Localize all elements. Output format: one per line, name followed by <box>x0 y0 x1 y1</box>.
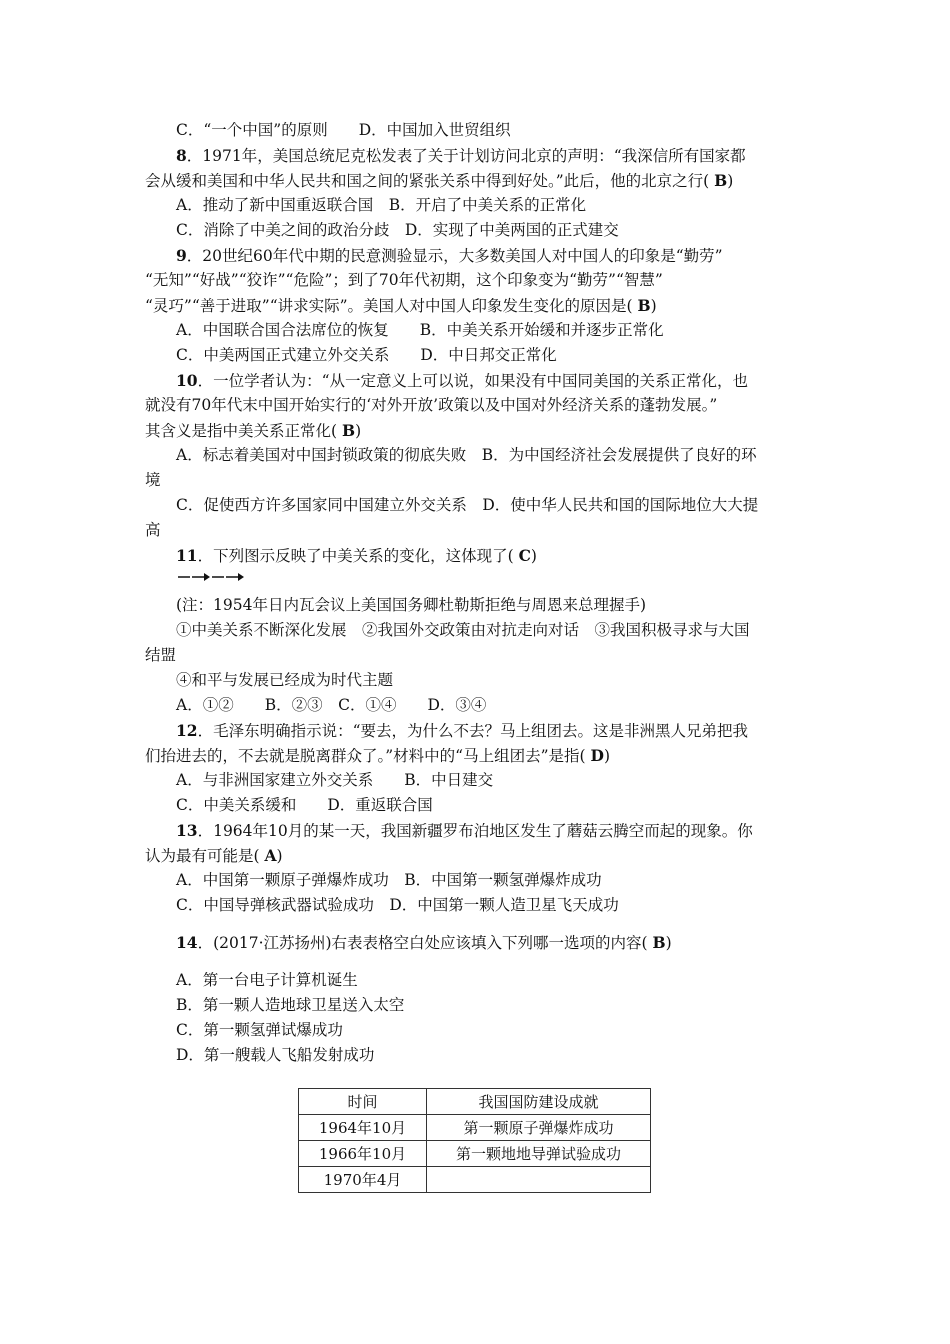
question-number: 12 <box>176 721 198 740</box>
table-cell: 1970年4月 <box>299 1167 427 1193</box>
question-number: 8 <box>176 146 187 165</box>
q11-items-line1: ①中美关系不断深化发展 ②我国外交政策由对抗走向对话 ③我国积极寻求与大国 <box>176 621 750 639</box>
q10-stem-line1: 10．一位学者认为：“从一定意义上可以说，如果没有中国同美国的关系正常化，也 <box>176 371 749 390</box>
q9-stem-line1: 9．20世纪60年代中期的民意测验显示，大多数美国人对中国人的印象是“勤劳” <box>176 246 723 265</box>
q9-options-line1: A．中国联合国合法席位的恢复 B．中美关系开始缓和并逐步正常化 <box>176 321 664 339</box>
q11-stem: 11．下列图示反映了中美关系的变化，这体现了( C) <box>176 546 537 565</box>
q11-items-line1-wrap: 结盟 <box>145 646 177 664</box>
q8-options-line2: C．消除了中美之间的政治分歧 D．实现了中美两国的正式建交 <box>176 221 619 239</box>
q9-stem-line2: “无知”“好战”“狡诈”“危险”；到了70年代初期，这个印象变为“勤劳”“智慧” <box>145 271 663 289</box>
answer-mark: D <box>590 746 604 765</box>
table-cell: 第一颗地地导弹试验成功 <box>427 1141 651 1167</box>
q10-stem-line2: 就没有70年代末中国开始实行的‘对外开放’政策以及中国对外经济关系的蓬勃发展。” <box>145 396 718 414</box>
q11-note: (注：1954年日内瓦会议上美国国务卿杜勒斯拒绝与周恩来总理握手) <box>176 596 647 614</box>
q10-stem-line3: 其含义是指中美关系正常化( B) <box>145 421 362 440</box>
answer-mark: B <box>652 933 666 952</box>
q14-stem: 14．(2017·江苏扬州)右表表格空白处应该填入下列哪一选项的内容( B) <box>176 933 672 952</box>
q8-options-line1: A．推动了新中国重返联合国 B．开启了中美关系的正常化 <box>176 196 587 214</box>
table-header-cell: 时间 <box>299 1089 427 1115</box>
q14-option-d: D．第一艘载人飞船发射成功 <box>176 1046 375 1064</box>
q7-option-d: D．中国加入世贸组织 <box>358 121 511 139</box>
table-header-row <box>299 1089 651 1115</box>
question-number: 9 <box>176 246 187 265</box>
question-number: 14 <box>176 933 198 952</box>
q12-stem-line2: 们抬进去的，不去就是脱离群众了。”材料中的“马上组团去”是指( D) <box>145 746 611 765</box>
table-row <box>299 1141 651 1167</box>
question-number: 10 <box>176 371 198 390</box>
table-cell-blank <box>427 1167 651 1193</box>
q12-options-line2: C．中美关系缓和 D．重返联合国 <box>176 796 433 814</box>
question-number: 13 <box>176 821 198 840</box>
q13-stem-line2: 认为最有可能是( A) <box>145 846 283 865</box>
q11-options: A．①② B．②③ C．①④ D．③④ <box>176 696 487 714</box>
table-row <box>299 1115 651 1141</box>
table-row <box>299 1167 651 1193</box>
q10-options-line1-wrap: 境 <box>145 471 161 489</box>
question-number: 11 <box>176 546 198 565</box>
defense-achievements-table <box>298 1088 651 1193</box>
q13-options-line1: A．中国第一颗原子弹爆炸成功 B．中国第一颗氢弹爆炸成功 <box>176 871 602 889</box>
table-cell: 1966年10月 <box>299 1141 427 1167</box>
q10-options-line2: C．促使西方许多国家同中国建立外交关系 D．使中华人民共和国的国际地位大大提 <box>176 496 759 514</box>
q8-stem-line2: 会从缓和美国和中华人民共和国之间的紧张关系中得到好处。”此后，他的北京之行( B) <box>145 171 734 190</box>
table-header-cell: 我国国防建设成就 <box>427 1089 651 1115</box>
table-cell: 1964年10月 <box>299 1115 427 1141</box>
q7-options <box>176 118 841 143</box>
q13-options-line2: C．中国导弹核武器试验成功 D．中国第一颗人造卫星飞天成功 <box>176 896 619 914</box>
q14-option-a: A．第一台电子计算机诞生 <box>176 971 358 989</box>
q10-options-line1: A．标志着美国对中国封锁政策的彻底失败 B．为中国经济社会发展提供了良好的环 <box>176 446 757 464</box>
answer-mark: C <box>518 546 531 565</box>
q13-stem-line1: 13．1964年10月的某一天，我国新疆罗布泊地区发生了蘑菇云腾空而起的现象。你 <box>176 821 753 840</box>
q12-stem-line1: 12．毛泽东明确指示说：“要去，为什么不去？马上组团去。这是非洲黑人兄弟把我 <box>176 721 749 740</box>
table-cell: 第一颗原子弹爆炸成功 <box>427 1115 651 1141</box>
answer-mark: B <box>342 421 356 440</box>
q12-options-line1: A．与非洲国家建立外交关系 B．中日建交 <box>176 771 494 789</box>
q9-options-line2: C．中美两国正式建立外交关系 D．中日邦交正常化 <box>176 346 557 364</box>
arrow-diagram-icon <box>176 570 246 584</box>
answer-mark: A <box>264 846 277 865</box>
q8-stem-line1: 8．1971年，美国总统尼克松发表了关于计划访问北京的声明：“我深信所有国家都 <box>176 146 746 165</box>
answer-mark: B <box>714 171 728 190</box>
q11-item4: ④和平与发展已经成为时代主题 <box>176 671 394 689</box>
answer-mark: B <box>637 296 651 315</box>
q14-option-c: C．第一颗氢弹试爆成功 <box>176 1021 343 1039</box>
q9-stem-line3: “灵巧”“善于进取”“讲求实际”。美国人对中国人印象发生变化的原因是( B) <box>145 296 657 315</box>
q7-option-c: C．“一个中国”的原则 <box>176 121 328 139</box>
q10-options-line2-wrap: 高 <box>145 521 161 539</box>
q14-option-b: B．第一颗人造地球卫星送入太空 <box>176 996 405 1014</box>
